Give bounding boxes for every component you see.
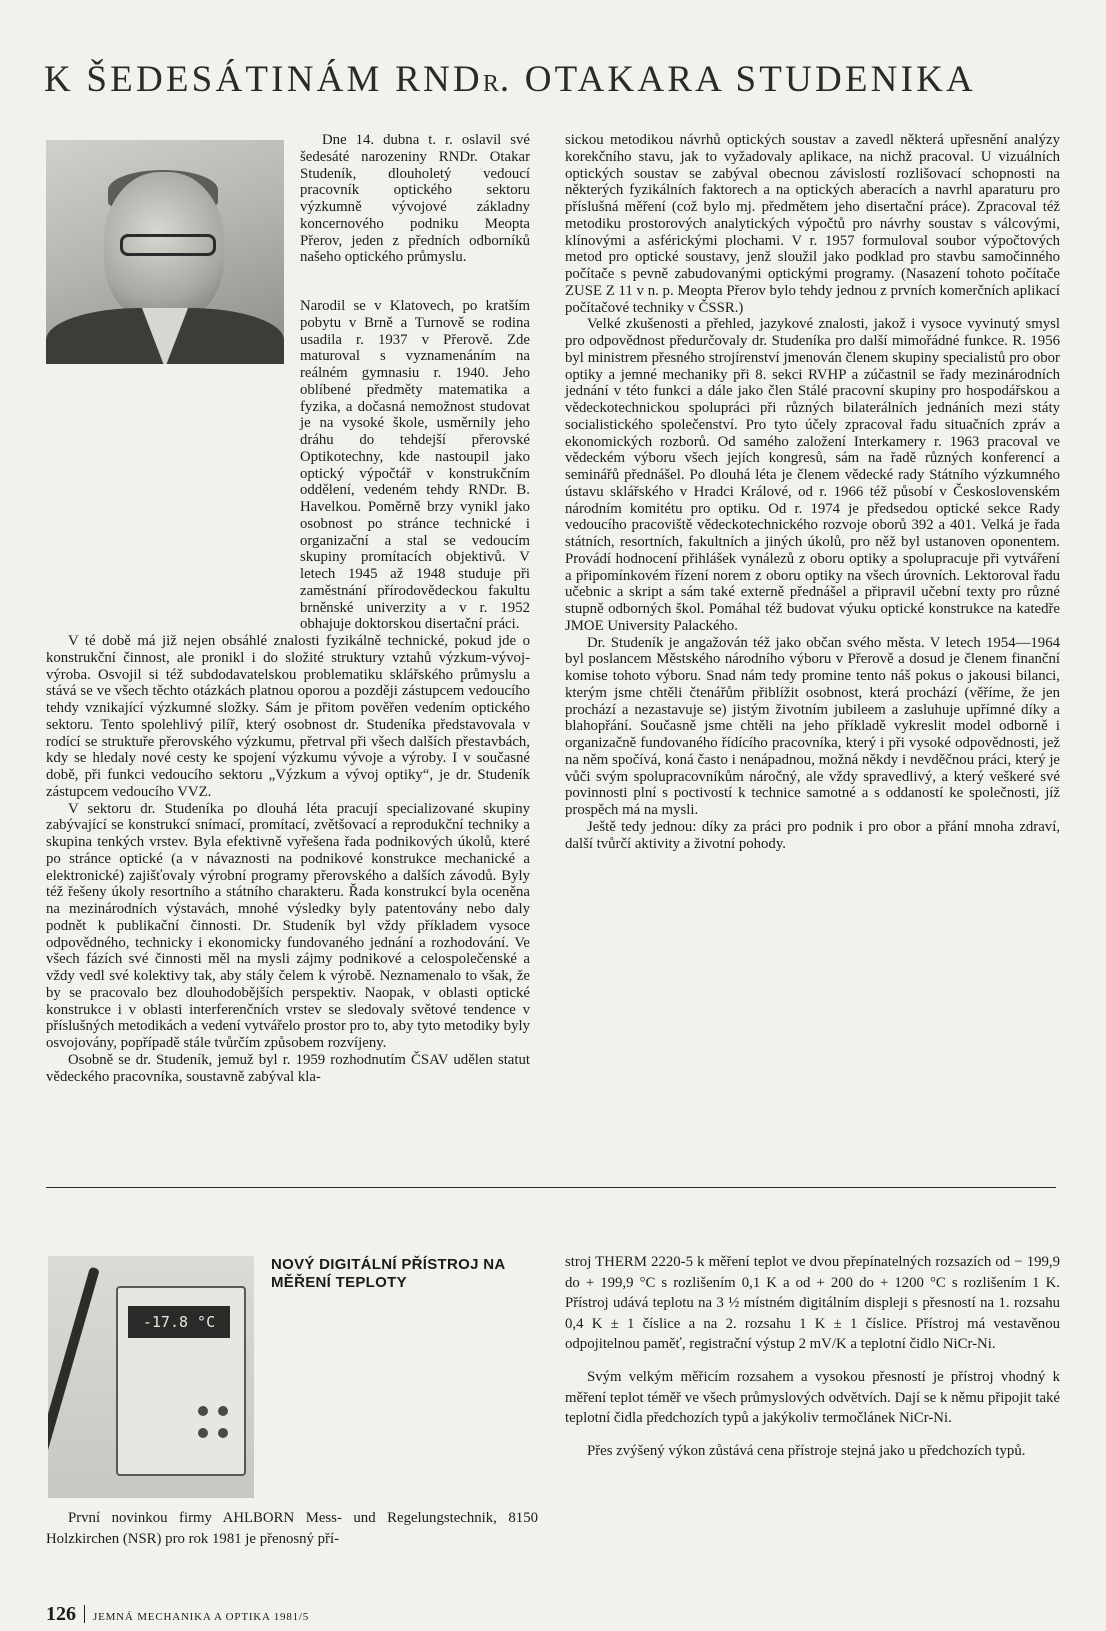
- article-paragraph: Narodil se v Klatovech, po kratším pobytu v Brně a Turnově se rodina usadila r. 1937 v Přerově. Zde maturoval s vyznamenáním na reálném gymnasiu r. 1940. Jeho oblíbené předměty matematika a fyzika, a dočasná nemožnost studovat je na vysoké škole, usměrnily jeho dráhu do tehdejší přerovské Optikotechny, kde nastoupil jako optický výpočtář v konstrukčním oddělení, vedeném tehdy RNDr. B. Havelkou. Poměrně brzy vynikl jako osobnost po stránce technické i organizační a stal se vedoucím skupiny promítacích objektivů. V letech 1945 až 1948 studuje při zaměstnání přírodovědeckou fakultu brněnské univerzity a v r. 1952 obhajuje doktorskou disertační práci.: [300, 298, 530, 633]
- news-paragraph: První novinkou firmy AHLBORN Mess- und Regelungstechnik, 8150 Holzkirchen (NSR) pro rok 1981 je přenosný pří-: [46, 1510, 538, 1547]
- news-paragraph: stroj THERM 2220-5 k měření teplot ve dvou přepínatelných rozsazích od − 199,9 do + 199,9 °C s rozlišením 0,1 K a od + 200 do + 1200 °C s rozlišením 1 K. Přístroj udává teplotu na 3 ½ místném digitálním displeji s přesností na 1. rozsahu 0,4 K ± 1 číslice a na 2. rozsahu 1 K ± 1 číslice. Přístroj má vestavěnou odpojitelnou paměť, registrační výstup 2 mV/K a teplotní čidlo NiCr-Ni.: [565, 1254, 1060, 1353]
- article-title: [44, 58, 1074, 101]
- article-paragraph: Velké zkušenosti a přehled, jazykové znalosti, jakož i vysoce vyvinutý smysl pro odpovědnost předurčovaly dr. Studeníka pro další mimořádné funkce. R. 1956 byl ministrem přesného strojírenství jmenován členem skupiny specialistů pro obor optiky a jemné mechaniky při 8. sekci RVHP a zúčastnil se řady mezinárodních jednání v této funkci a dále jako člen Stálé pracovní skupiny pro hospodářskou a vědeckotechnickou spolupráci při různých bilaterálních jednáních mezi státy socialistického společenství. Pro tyto účely zpracoval řadu situačních zpráv a ekonomických rozborů. Od samého založení Interkamery r. 1963 pracoval ve vědeckém výboru všech jejích kongresů, sám na řadě různých konferencí a seminářů přednášel. Po dlouhá léta je členem vědecké rady Státního výzkumného ústavu sklářského v Hradci Králové, od r. 1966 též působí v Československém národním komitétu pro optiku. Od r. 1974 je předsedou optické sekce Rady vedoucího pracoviště vědeckotechnického rozvoje oborů 392 a 401. Velká je řada státních, resortních, fakultních a jiných úkolů, pro něž byl ustanoven oponentem. Provádí hodnocení přihlášek vynálezů z oboru optiky a spolupracuje při vytváření a připomínkovém řízení norem z oboru optiky na všech úrovních. Lektoroval řadu učebnic a skript a sám také externě přednášel a připravil učební texty pro různé stupně odborných škol. Pomáhal též budovat výuku optické konstrukce na katedře JMOE University Palackého.: [565, 316, 1060, 634]
- news-paragraph: Přes zvýšený výkon zůstává cena přístroje stejná jako u předchozích typů.: [587, 1442, 1026, 1459]
- article-right-column: [565, 132, 1060, 852]
- thermometer-device-photo: [48, 1256, 254, 1498]
- article-paragraph: Dr. Studeník je angažován též jako občan svého města. V letech 1954—1964 byl poslancem Městského národního výboru v Přerově a dosud je členem finanční komise tohoto výboru. Snad nám tedy promine tento náš pokus o jakousi bilanci, kterým jsme chtěli čtenářům přiblížit osobnost, která prochází (věříme, že jen prochází a nezastavuje se) jistým životním jubileem a zasluhuje upřímné díky a blahopřání. Současně jsme chtěli na jeho příkladě vykreslit model odborně i organizačně fundovaného řídícího pracovníka, který i při vysoké odpovědnosti, jež na něm spočívá, koná často i nenápadnou, možná někdy i nevděčnou práci, který je vůči svým spolupracovníkům náročný, ale vždy spravedlivý, a který veškeré své povinnosti plní s poctivostí k technice samotné a s oddaností ke společnosti, jíž prospěch má na mysli.: [565, 634, 1060, 818]
- article-left-column: [46, 298, 530, 1085]
- news-paragraph: Svým velkým měřicím rozsahem a vysokou přesností je přístroj vhodný k měření teplot téměř ve všech průmyslových odvětvích. Dají se k němu připojit také teplotní čidla předchozích typů a jakýkoliv termočlánek NiCr-Ni.: [565, 1368, 1060, 1427]
- article-intro: Dne 14. dubna t. r. oslavil své šedesáté narozeniny RNDr. Otakar Studeník, dlouholetý vedoucí pracovník optického sektoru výzkumně vývojové základny koncernového podniku Meopta Přerov, jeden z předních odborníků našeho optického průmyslu.: [300, 132, 530, 266]
- article-paragraph: Ještě tedy jednou: díky za práci pro podnik i pro obor a přání mnoha zdraví, další tvůrčí aktivity a životní pohody.: [565, 818, 1060, 852]
- article-paragraph: Osobně se dr. Studeník, jemuž byl r. 1959 rozhodnutím ČSAV udělen statut vědeckého pracovníka, soustavně zabýval kla-: [46, 1051, 530, 1085]
- device-display: -17.8 °C: [128, 1306, 230, 1338]
- article-paragraph: V sektoru dr. Studeníka po dlouhá léta pracují specializované skupiny zabývající se konstrukcí snímací, promítací, zvětšovací a reprodukční techniky a skupina tenkých vrstev. Byla efektivně vyřešena řada podnikových úkolů, které po stránce optické (a v návaznosti na podnikové konstrukce mechanické a elektronické) zajišťovaly výrobní programy přerovského a dalších závodů. Byly též řešeny úkoly resortního a státního charakteru. Řada konstrukcí byla oceněna na mezinárodních výstavách, mnohé výsledky byly patentovány nebo daly podnět k publikační činnosti. Dr. Studeník byl vždy příkladem vysoce odpovědného, technicky i ekonomicky fundovaného jednání a rozhodování. Ve všech fázích své činnosti měl na mysli zájmy podnikové a celospolečenské a vždy vedl své kolektivy tak, aby stály čelem k výrobě. Neznamenalo to však, že by se pracovalo bez dlouhodobějších perspektiv. Naopak, v oblasti optické konstrukce i v oblasti interferenčních vrstev se sledovaly světové tendence v příslušných metodikách a vedení vytvářelo prostor pro to, aby tyto metodiky byly osvojovány, popřípadě stále tvůrčím způsobem rozvíjeny.: [46, 800, 530, 1051]
- title-part-b: R: [482, 71, 500, 97]
- section-divider: [46, 1187, 1056, 1188]
- news-title: NOVÝ DIGITÁLNÍ PŘÍSTROJ NA MĚŘENÍ TEPLOTY: [271, 1256, 505, 1291]
- page-number: 126: [46, 1603, 76, 1625]
- journal-name: JEMNÁ MECHANIKA A OPTIKA 1981/5: [93, 1611, 310, 1623]
- footer-separator: [84, 1605, 85, 1623]
- article-paragraph: V té době má již nejen obsáhlé znalosti fyzikálně technické, pokud jde o konstrukční činnost, ale pronikl i do složité struktury vztahů výzkum-vývoj-výroba. Osvojil si též subdodavatelskou problematiku sklářského průmyslu a stává se ve všech těchto otázkách platnou oporou a později zástupcem vedoucího tehdy vznikající výzkumné složky. Sám je přitom pověřen vedením optického sektoru. Tento spolehlivý pilíř, který osobnost dr. Studeníka představovala v rodící se struktuře přerovského výzkumu, přetrval při všech dalších přestavbách, kdy se hledaly nové cesty ke spojení výzkumu vývoje a výroby. I v současné době, při funkci vedoucího sektoru „Výzkum a vývoj optiky“, je dr. Studeník zástupcem vedoucího VVZ.: [46, 633, 530, 800]
- news-right-column: [565, 1252, 1060, 1461]
- title-part-c: . OTAKARA STUDENIKA: [499, 59, 976, 100]
- title-part-a: K ŠEDESÁTINÁM RND: [44, 59, 483, 100]
- page-footer: [46, 1603, 309, 1626]
- news-left-column: [46, 1508, 538, 1549]
- article-paragraph: sickou metodikou návrhů optických soustav a zavedl některá upřesnění analýzy korekčního stavu, jak to vyžadovaly aplikace, na nichž pracoval. U vizuálních optických soustav se zabýval obecnou závislostí rozlišovací schopnosti na některých fyzikálních faktorech a na optických aberacích a navrhl aparaturu pro příslušná měření (což bylo mj. předmětem jeho disertační práce). Zpracoval též metodiku prostorových analytických výpočtů pro návrhy soustav s válcovými, klínovými a asférickými plochami. V r. 1957 formuloval soubor výpočtových metod pro optické soustavy, jenž sloužil jako podklad pro stavbu samočinného počítače s pevně zabudovanými optickými programy. (Nasazení tohoto počítače ZUSE Z 11 v n. p. Meopta Přerov bylo tehdy jednou z prvních komerčních aplikací počítačové techniky v ČSSR.): [565, 132, 1060, 316]
- article-intro-column: [300, 132, 530, 266]
